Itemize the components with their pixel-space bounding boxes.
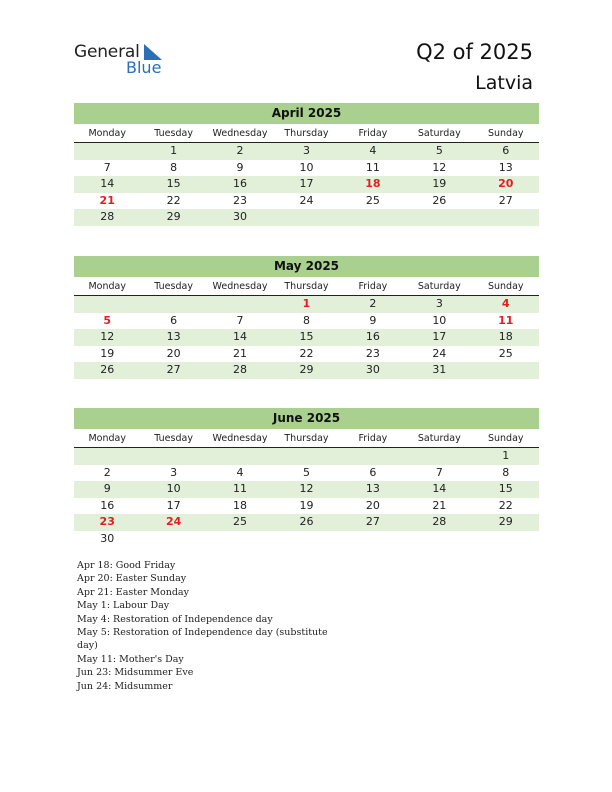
week-row	[74, 329, 539, 346]
day-cell: 18	[498, 330, 513, 344]
generalblue-logo	[74, 42, 184, 78]
day-cell	[340, 531, 406, 548]
day-cell: 17	[166, 498, 181, 512]
holiday-list-item: Apr 18: Good Friday	[77, 560, 176, 571]
weekday-label: Sunday	[487, 281, 524, 292]
day-cell: 27	[166, 363, 181, 377]
day-cell: 22	[166, 193, 181, 207]
day-cell: 4	[236, 465, 244, 479]
month-title: April 2025	[74, 103, 539, 124]
day-cell: 4	[369, 144, 377, 157]
day-cell	[273, 531, 339, 548]
holiday-list-item: Jun 23: Midsummer Eve	[77, 667, 194, 679]
day-cell: 31	[432, 363, 447, 377]
day-cell: 14	[100, 177, 115, 191]
weekday-label: Saturday	[417, 433, 461, 444]
day-cell: 10	[299, 160, 314, 174]
week-row	[74, 346, 539, 363]
day-cell	[74, 296, 140, 313]
day-cell: 3	[302, 144, 310, 157]
weekday-label: Friday	[358, 128, 388, 139]
month-title: May 2025	[74, 256, 539, 277]
month-title: June 2025	[74, 408, 539, 429]
weekday-label: Monday	[88, 128, 126, 139]
day-cell: 2	[103, 465, 111, 479]
day-cell: 30	[365, 363, 380, 377]
day-cell	[473, 209, 539, 226]
day-cell: 25	[233, 515, 248, 529]
day-cell: 25	[365, 193, 380, 207]
weekday-label: Saturday	[417, 128, 461, 139]
day-cell: 12	[432, 160, 447, 174]
day-cell: 5	[302, 465, 310, 479]
page-title: Q2 of 2025	[416, 40, 533, 64]
week-row	[74, 465, 539, 482]
weekday-header-row	[74, 278, 539, 296]
day-cell: 3	[435, 297, 443, 310]
weekday-label: Wednesday	[212, 128, 268, 139]
month-calendar	[74, 256, 539, 379]
day-cell	[340, 448, 406, 465]
day-cell: 16	[100, 498, 115, 512]
weekday-label: Thursday	[284, 433, 329, 444]
country-name: Latvia	[475, 72, 533, 94]
holiday-list-item: Apr 21: Easter Monday	[77, 586, 189, 598]
holiday-list-item: May 5: Restoration of Independence day (substitute	[77, 627, 328, 639]
day-cell: 8	[502, 465, 510, 479]
weekday-label: Tuesday	[154, 128, 193, 139]
weekday-label: Monday	[88, 433, 126, 444]
day-cell: 7	[435, 465, 443, 479]
day-cell: 10	[432, 313, 447, 327]
weekday-label: Thursday	[284, 281, 329, 292]
day-cell: 29	[498, 515, 513, 529]
day-cell: 17	[299, 177, 314, 191]
day-cell: 28	[100, 210, 115, 224]
day-cell: 26	[432, 193, 447, 207]
day-cell: 3	[170, 465, 178, 479]
week-row	[74, 498, 539, 515]
weekday-label: Friday	[358, 433, 388, 444]
weekday-header-row	[74, 125, 539, 143]
day-cell: 16	[365, 330, 380, 344]
day-cell: 8	[170, 160, 178, 174]
week-row	[74, 160, 539, 177]
day-cell: 20	[166, 346, 181, 360]
day-cell	[140, 296, 206, 313]
weekday-label: Monday	[88, 281, 126, 292]
day-cell: 28	[432, 515, 447, 529]
day-cell: 10	[166, 482, 181, 496]
weekday-label: Saturday	[417, 281, 461, 292]
day-cell: 30	[233, 210, 248, 224]
week-row	[74, 531, 539, 548]
week-row	[74, 362, 539, 379]
day-cell: 19	[299, 498, 314, 512]
day-cell: 19	[100, 346, 115, 360]
day-cell: 27	[365, 515, 380, 529]
day-cell	[406, 209, 472, 226]
day-cell	[140, 531, 206, 548]
day-cell	[473, 531, 539, 548]
holiday-list-item: day)	[77, 640, 98, 652]
weekday-label: Thursday	[284, 128, 329, 139]
day-cell	[207, 296, 273, 313]
day-cell: 23	[365, 346, 380, 360]
day-cell: 13	[166, 330, 181, 344]
weekday-label: Sunday	[487, 433, 524, 444]
day-cell	[273, 209, 339, 226]
day-cell: 17	[432, 330, 447, 344]
holiday-day-cell: 5	[103, 313, 112, 327]
day-cell: 19	[432, 177, 447, 191]
weekday-label: Tuesday	[154, 281, 193, 292]
day-cell	[340, 209, 406, 226]
week-row	[74, 176, 539, 193]
weekday-label: Wednesday	[212, 433, 268, 444]
day-cell: 15	[299, 330, 314, 344]
logo-text-blue: Blue	[126, 58, 162, 77]
day-cell: 21	[233, 346, 248, 360]
week-row	[74, 481, 539, 498]
day-cell: 8	[302, 313, 310, 327]
day-cell: 5	[435, 144, 443, 157]
day-cell: 12	[299, 482, 314, 496]
weekday-label: Friday	[358, 281, 388, 292]
day-cell: 29	[166, 210, 181, 224]
day-cell: 9	[236, 160, 244, 174]
day-cell: 6	[170, 313, 178, 327]
month-calendar	[74, 408, 539, 548]
holiday-day-cell: 1	[302, 297, 311, 310]
day-cell: 13	[498, 160, 513, 174]
day-cell: 6	[502, 144, 510, 157]
day-cell: 15	[498, 482, 513, 496]
day-cell	[74, 448, 140, 465]
day-cell: 29	[299, 363, 314, 377]
holiday-list-item: Apr 20: Easter Sunday	[77, 573, 187, 585]
holiday-day-cell: 4	[501, 297, 510, 310]
day-cell: 27	[498, 193, 513, 207]
holiday-day-cell: 20	[498, 177, 514, 191]
day-cell: 9	[369, 313, 377, 327]
day-cell: 12	[100, 330, 115, 344]
holiday-list-item: May 1: Labour Day	[77, 600, 170, 612]
week-row	[74, 143, 539, 160]
day-cell	[207, 448, 273, 465]
day-cell: 2	[236, 144, 244, 157]
day-cell: 16	[233, 177, 248, 191]
holiday-list-item: May 11: Mother's Day	[77, 653, 184, 665]
day-cell: 22	[498, 498, 513, 512]
day-cell: 9	[103, 482, 111, 496]
day-cell: 30	[100, 531, 115, 545]
week-row	[74, 193, 539, 210]
day-cell: 23	[233, 193, 248, 207]
day-cell: 25	[498, 346, 513, 360]
day-cell	[473, 362, 539, 379]
day-cell	[273, 448, 339, 465]
day-cell: 11	[233, 482, 248, 496]
day-cell: 14	[432, 482, 447, 496]
day-cell: 15	[166, 177, 181, 191]
weekday-label: Sunday	[487, 128, 524, 139]
day-cell: 7	[103, 160, 111, 174]
weekday-label: Tuesday	[154, 433, 193, 444]
day-cell: 18	[233, 498, 248, 512]
week-row	[74, 514, 539, 531]
holiday-list	[77, 559, 337, 693]
day-cell: 6	[369, 465, 377, 479]
week-row	[74, 313, 539, 330]
logo-text-general: General	[74, 42, 140, 62]
day-cell: 26	[100, 363, 115, 377]
day-cell: 13	[365, 482, 380, 496]
day-cell: 1	[170, 144, 178, 157]
month-calendar	[74, 103, 539, 226]
day-cell	[406, 531, 472, 548]
holiday-list-item: May 4: Restoration of Independence day	[77, 613, 273, 625]
day-cell	[406, 448, 472, 465]
day-cell: 24	[299, 193, 314, 207]
holiday-day-cell: 24	[165, 515, 182, 529]
day-cell: 14	[233, 330, 248, 344]
day-cell: 28	[233, 363, 248, 377]
day-cell: 1	[502, 449, 510, 462]
day-cell: 22	[299, 346, 314, 360]
day-cell: 21	[432, 498, 447, 512]
day-cell: 24	[432, 346, 447, 360]
week-row	[74, 209, 539, 226]
week-row	[74, 296, 539, 313]
weekday-header-row	[74, 430, 539, 448]
day-cell	[207, 531, 273, 548]
day-cell: 26	[299, 515, 314, 529]
holiday-day-cell: 23	[99, 515, 115, 529]
day-cell: 11	[365, 160, 380, 174]
holiday-day-cell: 21	[99, 193, 115, 207]
week-row	[74, 448, 539, 465]
day-cell: 2	[369, 297, 377, 310]
holiday-day-cell: 11	[498, 313, 514, 327]
day-cell	[74, 143, 140, 160]
weekday-label: Wednesday	[212, 281, 268, 292]
day-cell	[140, 448, 206, 465]
holiday-day-cell: 18	[365, 177, 381, 191]
day-cell: 7	[236, 313, 244, 327]
holiday-list-item: Jun 24: Midsummer	[77, 680, 173, 692]
day-cell: 20	[365, 498, 380, 512]
